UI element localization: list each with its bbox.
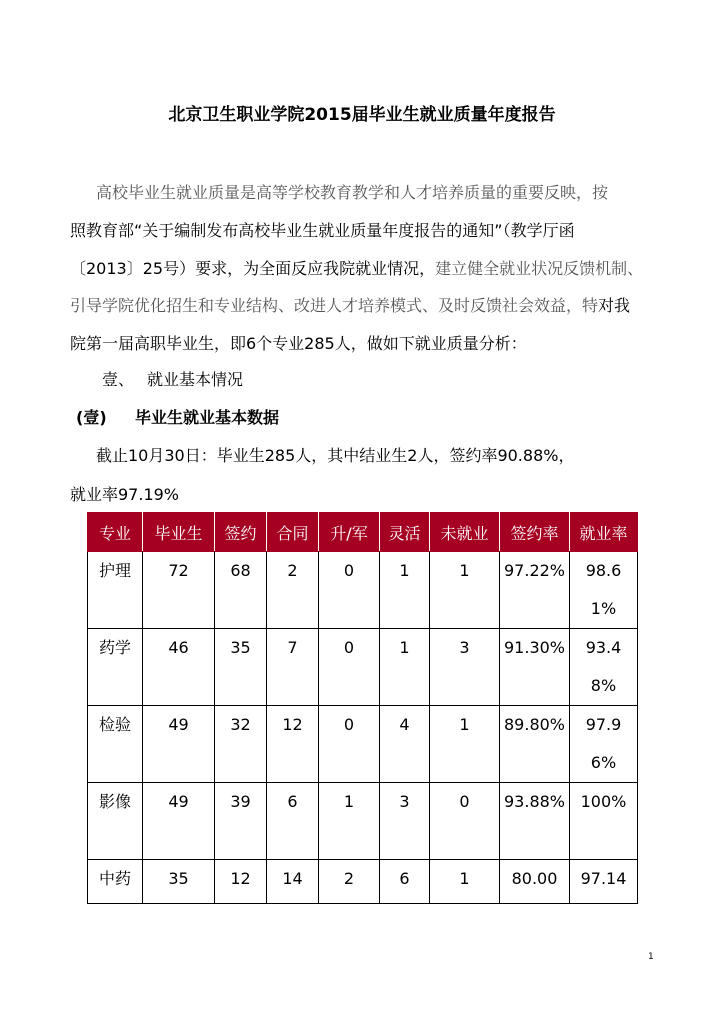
table-cell: 97.14 <box>570 860 638 904</box>
table-cell: 6 <box>380 860 430 904</box>
section-1-number: 壹、 <box>102 370 135 389</box>
table-cell: 35 <box>143 860 215 904</box>
table-cell: 影像 <box>88 783 143 860</box>
table-row <box>88 706 638 783</box>
intro-line-2: 照教育部“关于编制发布高校毕业生就业质量年度报告的通知”（教学厅函 <box>70 220 575 240</box>
table-cell: 0 <box>430 783 500 860</box>
table-cell: 100% <box>570 783 638 860</box>
intro-line-1: 高校毕业生就业质量是高等学校教育教学和人才培养质量的重要反映，按 <box>96 183 609 202</box>
table-cell: 1 <box>380 552 430 629</box>
table-cell: 91.30% <box>500 629 570 706</box>
table-cell: 39 <box>215 783 267 860</box>
table-cell: 93.48% <box>570 629 638 706</box>
table-header-cell: 灵活 <box>380 513 430 552</box>
table-cell: 0 <box>319 552 380 629</box>
table-cell: 药学 <box>88 629 143 706</box>
table-cell: 7 <box>267 629 319 706</box>
table-cell: 89.80% <box>500 706 570 783</box>
table-cell: 12 <box>215 860 267 904</box>
table-cell: 3 <box>430 629 500 706</box>
table-header-cell: 升/军 <box>319 513 380 552</box>
intro-line-5: 院第一届高职毕业生，即6个专业285人，做如下就业质量分析： <box>70 334 527 354</box>
table-cell: 4 <box>380 706 430 783</box>
section-heading-2 <box>76 404 279 432</box>
table-cell: 0 <box>319 629 380 706</box>
table-cell: 80.00 <box>500 860 570 904</box>
table-row <box>88 552 638 629</box>
table-cell: 93.88% <box>500 783 570 860</box>
table-row <box>88 629 638 706</box>
stats-paragraph <box>70 436 574 514</box>
table-cell: 98.61% <box>570 552 638 629</box>
stats-line-1: 截止10月30日：毕业生285人，其中结业生2人，签约率90.88%， <box>96 446 575 465</box>
table-cell: 2 <box>267 552 319 629</box>
table-cell: 12 <box>267 706 319 783</box>
table-header-cell: 签约率 <box>500 513 570 552</box>
table-cell: 3 <box>380 783 430 860</box>
table-header-cell: 毕业生 <box>143 513 215 552</box>
table-cell: 1 <box>430 706 500 783</box>
table-cell: 14 <box>267 860 319 904</box>
section-2-number: (壹) <box>76 408 107 427</box>
section-2-label: 毕业生就业基本数据 <box>135 408 280 427</box>
table-header-row <box>88 513 638 552</box>
table-header-cell: 未就业 <box>430 513 500 552</box>
report-title: 北京卫生职业学院2015届毕业生就业质量年度报告 <box>168 105 556 125</box>
stats-line-2: 就业率97.19% <box>70 485 180 504</box>
intro-line-4a: 引导学院优化招生和专业结构、改进人才培养模式、及时反馈社会效益，特 <box>70 296 599 316</box>
intro-line-3 <box>70 250 670 288</box>
intro-line-3b: 建立健全就业状况反馈机制、 <box>435 258 644 278</box>
table-cell: 1 <box>319 783 380 860</box>
table-cell: 46 <box>143 629 215 706</box>
table-cell: 1 <box>380 629 430 706</box>
table-cell: 中药 <box>88 860 143 904</box>
employment-table <box>87 512 638 904</box>
table-cell: 0 <box>319 706 380 783</box>
page-number: 1 <box>648 952 654 962</box>
table-header-cell: 签约 <box>215 513 267 552</box>
intro-line-3a: 〔2013〕25号）要求，为全面反应我院就业情况， <box>70 258 436 278</box>
intro-line-4b: 对我 <box>598 296 631 316</box>
table-cell: 检验 <box>88 706 143 783</box>
table-cell: 97.22% <box>500 552 570 629</box>
table-cell: 49 <box>143 706 215 783</box>
table-row <box>88 783 638 860</box>
table-header-cell: 就业率 <box>570 513 638 552</box>
table-cell: 97.96% <box>570 706 638 783</box>
table-header-cell: 合同 <box>267 513 319 552</box>
table-row <box>88 860 638 904</box>
table-cell: 68 <box>215 552 267 629</box>
table-cell: 49 <box>143 783 215 860</box>
table-cell: 1 <box>430 860 500 904</box>
section-heading-1 <box>102 366 243 394</box>
table-cell: 护理 <box>88 552 143 629</box>
table-cell: 35 <box>215 629 267 706</box>
intro-paragraph <box>70 174 670 363</box>
table-cell: 1 <box>430 552 500 629</box>
table-header-cell: 专业 <box>88 513 143 552</box>
table-cell: 6 <box>267 783 319 860</box>
section-1-label: 就业基本情况 <box>147 370 244 389</box>
intro-line-4 <box>70 287 670 325</box>
table-cell: 2 <box>319 860 380 904</box>
table-cell: 72 <box>143 552 215 629</box>
table-cell: 32 <box>215 706 267 783</box>
